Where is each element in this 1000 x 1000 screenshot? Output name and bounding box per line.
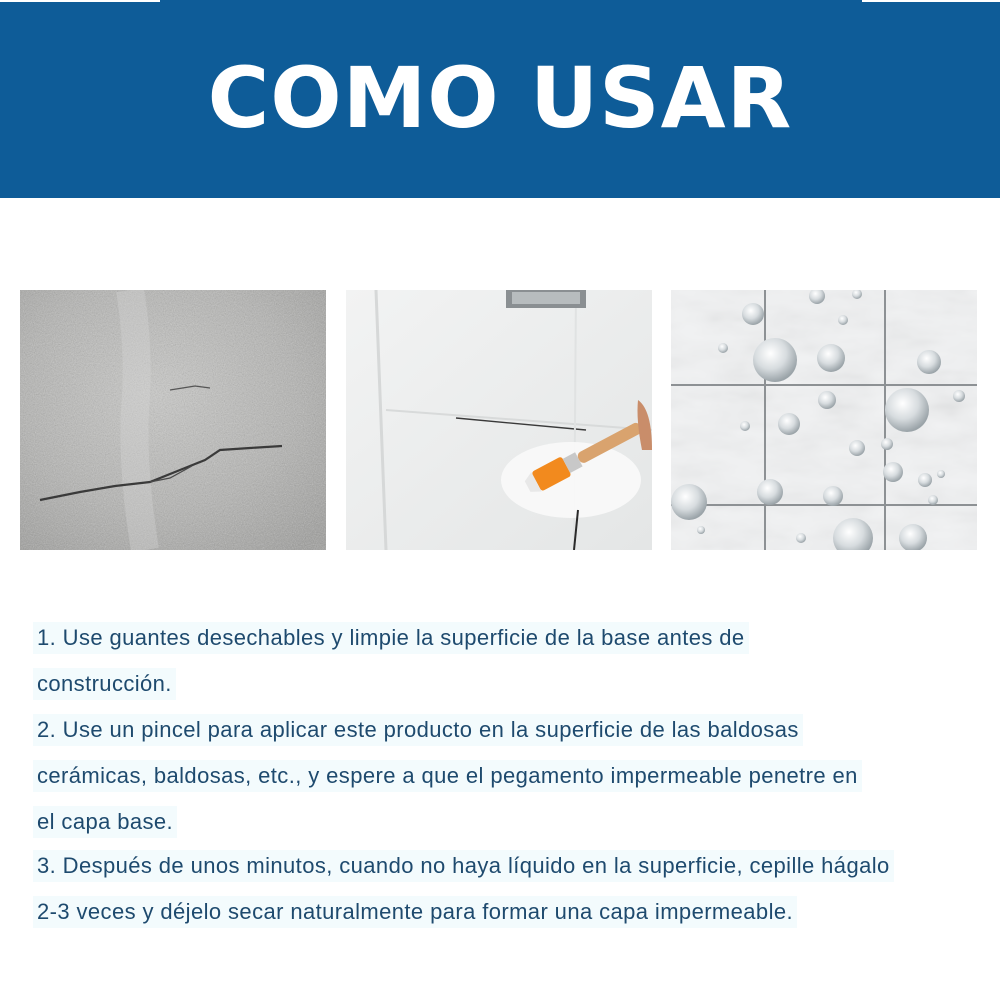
- banner-top-edge-left: [0, 0, 160, 2]
- water-droplets-on-tiles-photo: [671, 290, 977, 550]
- instruction-line: 2. Use un pincel para aplicar este producto en la superficie de las baldosas: [33, 714, 803, 746]
- page-title: COMO USAR: [207, 49, 793, 147]
- brush-applying-on-tiles-photo: [346, 290, 652, 550]
- instruction-line: 1. Use guantes desechables y limpie la superficie de la base antes de: [33, 622, 749, 654]
- banner-top-edge-right: [862, 0, 1000, 2]
- brush-on-tiles-image: [346, 290, 652, 550]
- instruction-line: cerámicas, baldosas, etc., y espere a que el pegamento impermeable penetre en: [33, 760, 862, 792]
- instruction-line: 2-3 veces y déjelo secar naturalmente para formar una capa impermeable.: [33, 896, 797, 928]
- cracked-concrete-image: [20, 290, 326, 550]
- cracked-concrete-photo: [20, 290, 326, 550]
- instruction-line: construcción.: [33, 668, 176, 700]
- instruction-line: 3. Después de unos minutos, cuando no haya líquido en la superficie, cepille hágalo: [33, 850, 894, 882]
- instruction-line: el capa base.: [33, 806, 177, 838]
- water-droplets-image: [671, 290, 977, 550]
